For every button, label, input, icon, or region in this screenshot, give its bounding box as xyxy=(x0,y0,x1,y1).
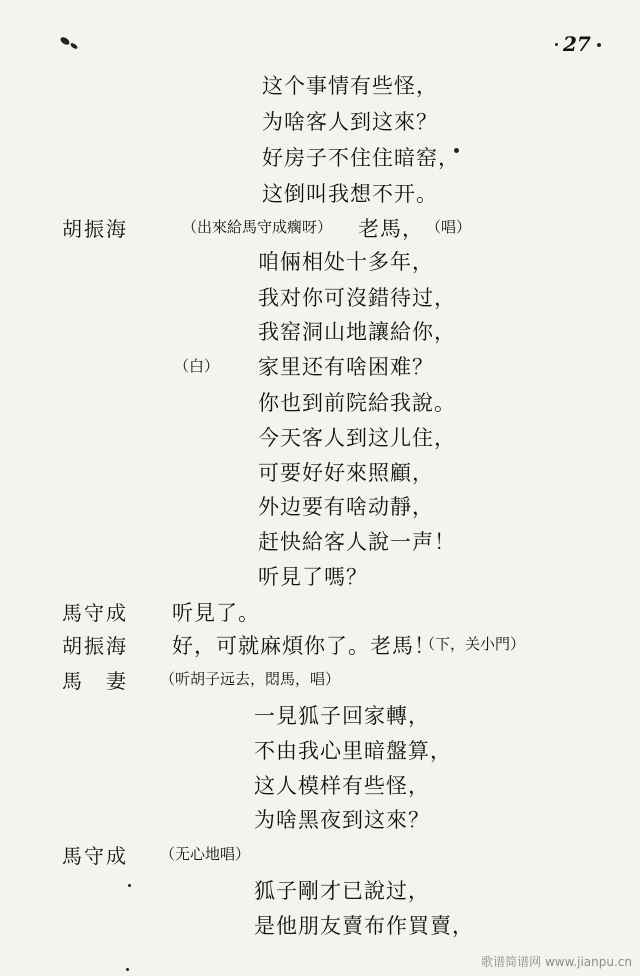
verse-line: 外边要有啥动靜， xyxy=(258,495,434,519)
verse-line: 咱倆相处十多年， xyxy=(258,250,434,274)
stage-direction: （无心地唱） xyxy=(160,845,251,863)
verse-line: 家里还有啥困难？ xyxy=(258,355,434,379)
verse-line: 今天客人到这儿住， xyxy=(258,426,456,450)
ink-speck xyxy=(128,884,131,887)
verse-line: 赶快給客人說一声！ xyxy=(258,530,456,554)
ink-speck xyxy=(59,36,71,47)
speaker-hu-zhenhai: 胡振海 xyxy=(62,634,128,658)
ink-speck xyxy=(70,42,79,50)
verse-line: 我窑洞山地讓給你， xyxy=(258,320,456,344)
verse-line: 听見了嗎？ xyxy=(258,565,368,589)
verse-line: 一見狐子回家轉， xyxy=(254,704,430,728)
verse-line: 狐子剛才已說过， xyxy=(254,879,430,903)
stage-direction: （出來給馬守成瘸呀） xyxy=(182,218,333,236)
spoken-line: 老馬， xyxy=(358,217,424,241)
speaker-ma-shoucheng: 馬守成 xyxy=(62,601,128,625)
verse-line: 这倒叫我想不开。 xyxy=(262,182,438,206)
watermark: 歌谱简谱网 www.jianpu.cn xyxy=(481,955,632,969)
spoken-line: 好，可就麻煩你了。老馬！ xyxy=(172,634,436,658)
speaker-ma-wife: 馬 妻 xyxy=(62,669,128,693)
verse-line: 是他朋友賣布作買賣， xyxy=(254,914,474,938)
verse-line: 我对你可沒錯待过， xyxy=(258,286,456,310)
verse-line: 这个事情有些怪， xyxy=(262,74,438,98)
sing-note: （唱） xyxy=(426,218,472,236)
verse-line: 可要好好來照顧， xyxy=(258,461,434,485)
spoken-marker: （白） xyxy=(174,357,220,375)
speaker-ma-shoucheng: 馬守成 xyxy=(62,844,128,868)
ink-speck xyxy=(126,968,129,971)
stage-direction: （听胡子远去，悶馬，唱） xyxy=(160,670,341,688)
stage-direction: （下，关小門） xyxy=(420,635,526,653)
verse-line: 为啥黑夜到这來？ xyxy=(254,808,430,832)
verse-line: 好房子不住住暗窑， xyxy=(262,146,460,170)
ink-speck xyxy=(555,43,558,46)
ink-speck xyxy=(597,43,601,47)
verse-line: 这人模样有些怪， xyxy=(254,774,430,798)
page-number: 27 xyxy=(563,32,591,56)
verse-line: 为啥客人到这來？ xyxy=(262,110,438,134)
verse-line: 不由我心里暗盤算， xyxy=(254,739,452,763)
spoken-line: 听見了。 xyxy=(172,601,260,625)
speaker-hu-zhenhai: 胡振海 xyxy=(62,217,128,241)
verse-line: 你也到前院給我說。 xyxy=(258,391,456,415)
